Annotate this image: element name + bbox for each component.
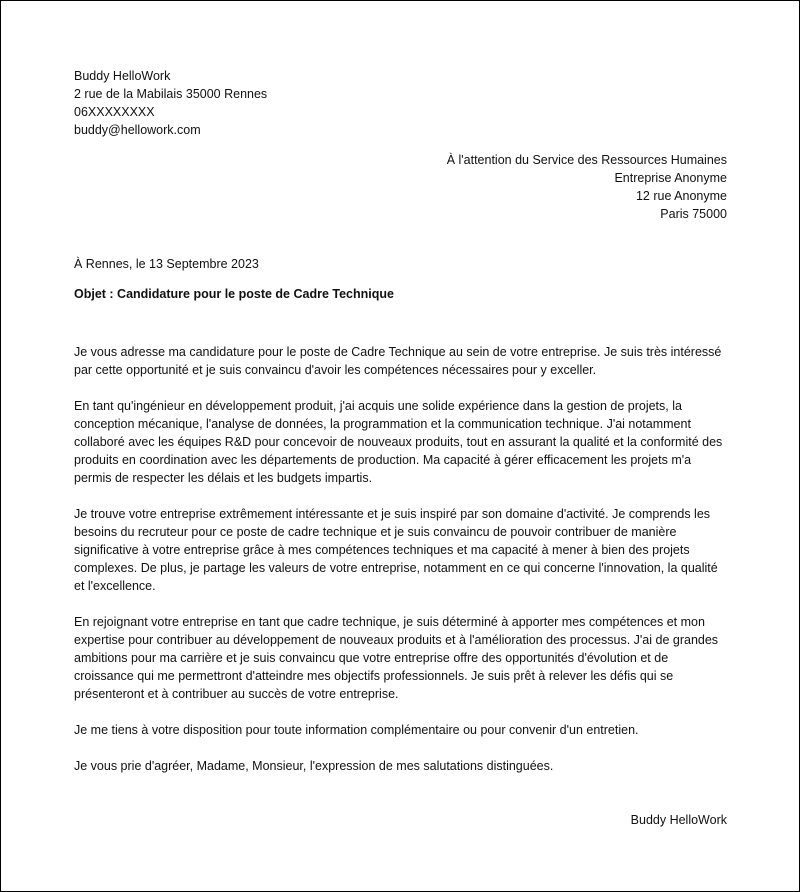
letter-body — [74, 343, 730, 793]
recipient-company: Entreprise Anonyme — [614, 171, 727, 185]
recipient-block — [447, 151, 727, 223]
closing-paragraph: Je vous prie d'agréer, Madame, Monsieur, l'expression de mes salutations distinguées. — [74, 759, 554, 773]
place-date: À Rennes, le 13 Septembre 2023 — [74, 257, 259, 271]
subject-line: Objet : Candidature pour le poste de Cadre Technique — [74, 287, 394, 301]
recipient-street: 12 rue Anonyme — [635, 189, 727, 203]
body-paragraph: Je me tiens à votre disposition pour toute information complémentaire ou pour convenir d'un entretien. — [74, 723, 639, 737]
body-paragraph: En tant qu'ingénieur en développement produit, j'ai acquis une solide expérience dans la gestion de projets, la conception mécanique, l'analyse de données, la programmation et la communication technique. J'ai notamment collaboré avec les équipes R&D pour concevoir de nouveaux produits, tout en assurant la qualité et la conformité des produits en coordination avec les départements de production. Ma capacité à gérer efficacement les projets m'a permis de respecter les délais et les budgets impartis. — [74, 399, 723, 485]
recipient-city: Paris 75000 — [660, 207, 727, 221]
sender-address: 2 rue de la Mabilais 35000 Rennes — [74, 87, 268, 101]
body-paragraph: Je trouve votre entreprise extrêmement intéressante et je suis inspiré par son domaine d'activité. Je comprends les besoins du recruteur pour ce poste de cadre technique et je suis convaincu de pouvoir contribuer de manière significative à votre entreprise grâce à mes compétences techniques et ma capacité à mener à bien des projets complexes. De plus, je partage les valeurs de votre entreprise, notamment en ce qui concerne l'innovation, la qualité et l'excellence. — [74, 507, 718, 593]
sender-phone: 06XXXXXXXX — [74, 105, 155, 119]
body-paragraph: En rejoignant votre entreprise en tant que cadre technique, je suis déterminé à apporter mes compétences et mon expertise pour contribuer au développement de nouveaux produits et à l'amélioration des processus. J'ai de grandes ambitions pour ma carrière et je suis convaincu que votre entreprise offre des opportunités d'évolution et de croissance qui me permettront d'atteindre mes objectifs professionnels. Je suis prêt à relever les défis qui se présenteront et à contribuer au succès de votre entreprise. — [74, 615, 719, 701]
body-paragraph: Je vous adresse ma candidature pour le poste de Cadre Technique au sein de votre entreprise. Je suis très intéressé par cette opportunité et je suis convaincu d'avoir les compétences nécessaires pour y exceller. — [74, 345, 722, 377]
signature: Buddy HelloWork — [630, 813, 727, 827]
recipient-attention: À l'attention du Service des Ressources Humaines — [446, 153, 727, 167]
sender-name: Buddy HelloWork — [74, 69, 171, 83]
sender-block — [74, 67, 267, 139]
sender-email: buddy@hellowork.com — [74, 123, 201, 137]
